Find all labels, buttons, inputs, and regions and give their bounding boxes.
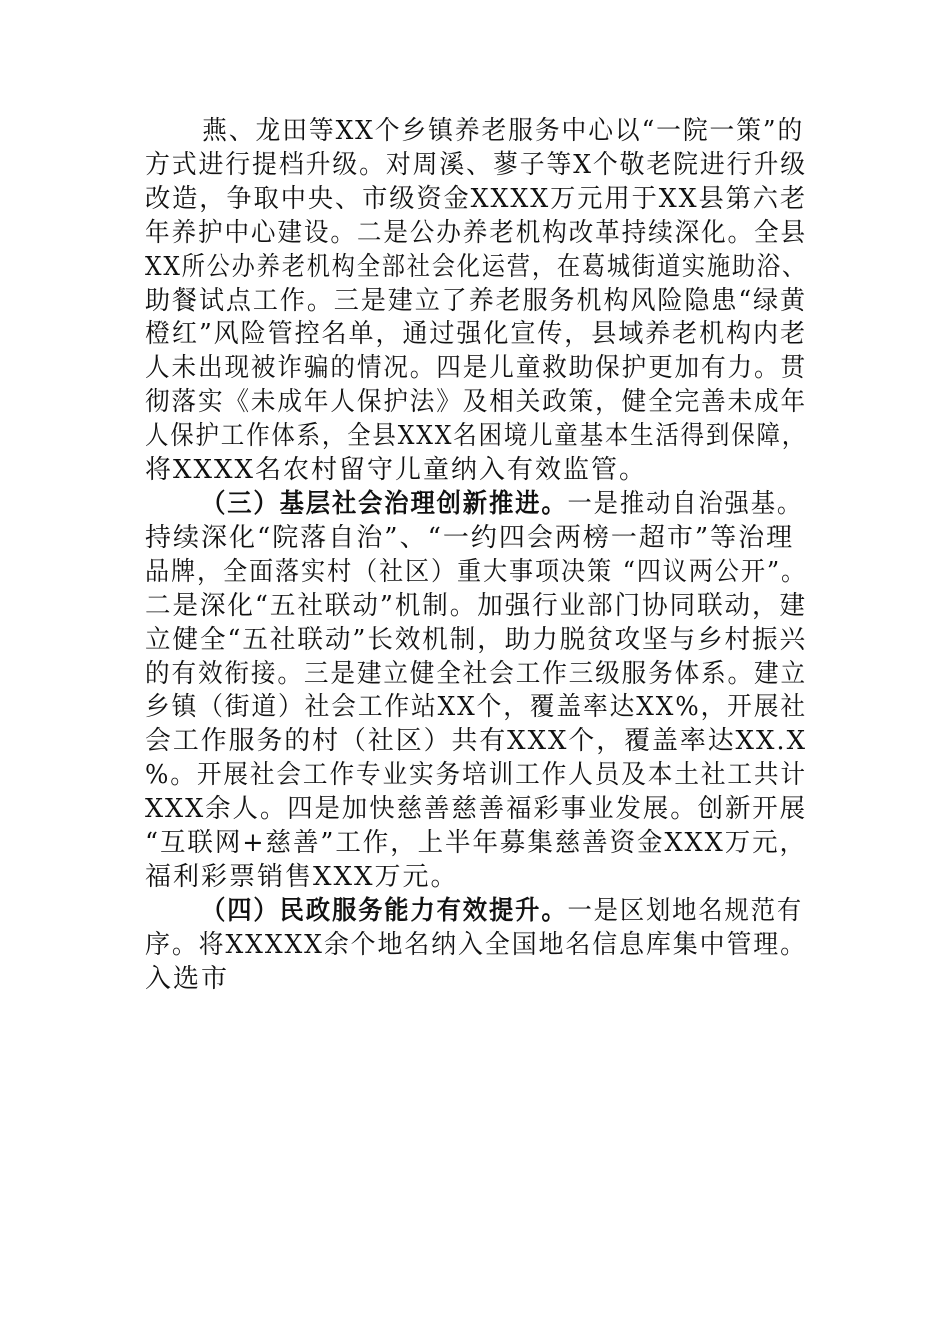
line-text: 乡镇（街道）社会工作站XX个，覆盖率达XX%，开展社 [145, 692, 807, 723]
line-text: 的有效衔接。三是建立健全社会工作三级服务体系。建立 [145, 658, 808, 689]
section-heading: （三）基层社会治理创新推进。 [201, 488, 568, 519]
text-line [145, 420, 808, 454]
text-line [145, 963, 807, 997]
section-heading: （四）民政服务能力有效提升。 [201, 895, 568, 926]
text-line [145, 759, 807, 793]
text-line [145, 929, 807, 963]
text-line [145, 691, 807, 725]
text-line [145, 183, 808, 217]
line-text: 人保护工作体系，全县XXX名困境儿童基本生活得到保障， [145, 421, 808, 452]
line-text: 将XXXX名农村留守儿童纳入有效监管。 [145, 455, 648, 486]
text-line [145, 725, 808, 759]
text-line [145, 624, 807, 658]
document-body [145, 115, 807, 997]
line-text: 序。将XXXXX余个地名纳入全国地名信息库集中管理。 [145, 929, 807, 960]
line-text: 一是推动自治强基。 [567, 488, 804, 519]
line-text: 方式进行提档升级。对周溪、蓼子等X个敬老院进行升级 [145, 149, 807, 180]
line-text: 品牌，全面落实村（社区）重大事项决策 “四议两公开”。 [145, 556, 808, 587]
text-line [145, 522, 807, 556]
text-line [145, 352, 808, 386]
text-line [145, 488, 804, 522]
line-text: 立健全“五社联动”长效机制，助力脱贫攻坚与乡村振兴 [145, 624, 807, 655]
line-text: 持续深化“院落自治”、“一约四会两榜一超市”等治理 [145, 522, 795, 553]
line-text: XX所公办养老机构全部社会化运营，在葛城街道实施助浴、 [145, 251, 807, 282]
line-text: 入选市 [145, 963, 230, 994]
text-line [145, 285, 808, 319]
line-text: %。开展社会工作专业实务培训工作人员及本土社工共计 [145, 760, 807, 791]
text-line [145, 861, 807, 895]
line-text: 助餐试点工作。三是建立了养老服务机构风险隐患“绿黄 [145, 285, 808, 316]
text-line [145, 149, 807, 183]
line-text: 二是深化“五社联动”机制。加强行业部门协同联动，建 [145, 590, 807, 621]
line-text: 燕、龙田等XX个乡镇养老服务中心以“一院一策”的 [202, 116, 805, 146]
line-text: 年养护中心建设。二是公办养老机构改革持续深化。全县 [145, 217, 808, 248]
line-text: “互联网+慈善”工作，上半年募集慈善资金XXX万元， [145, 828, 807, 859]
line-text: 橙红”风险管控名单，通过强化宣传，县域养老机构内老 [145, 319, 808, 350]
line-text: 福利彩票销售XXX万元。 [145, 861, 459, 892]
text-line [145, 115, 805, 149]
text-line [145, 658, 808, 692]
line-text: 彻落实《未成年人保护法》及相关政策，健全完善未成年 [145, 387, 808, 418]
text-line [145, 318, 808, 352]
text-line [145, 251, 807, 285]
text-line [145, 793, 808, 827]
line-text: 改造，争取中央、市级资金XXXX万元用于XX县第六老 [145, 183, 808, 214]
line-text: XXX余人。四是加快慈善慈善福彩事业发展。创新开展 [145, 794, 808, 825]
text-line [145, 386, 808, 420]
text-line [145, 895, 804, 929]
text-line [145, 556, 808, 590]
text-line [145, 590, 807, 624]
line-text: 人未出现被诈骗的情况。四是儿童救助保护更加有力。贯 [145, 353, 808, 384]
line-text: 会工作服务的村（社区）共有XXX个，覆盖率达XX.X [145, 726, 808, 757]
text-line [145, 827, 807, 861]
text-line [145, 454, 807, 488]
text-line [145, 217, 808, 251]
line-text: 一是区划地名规范有 [567, 895, 804, 926]
